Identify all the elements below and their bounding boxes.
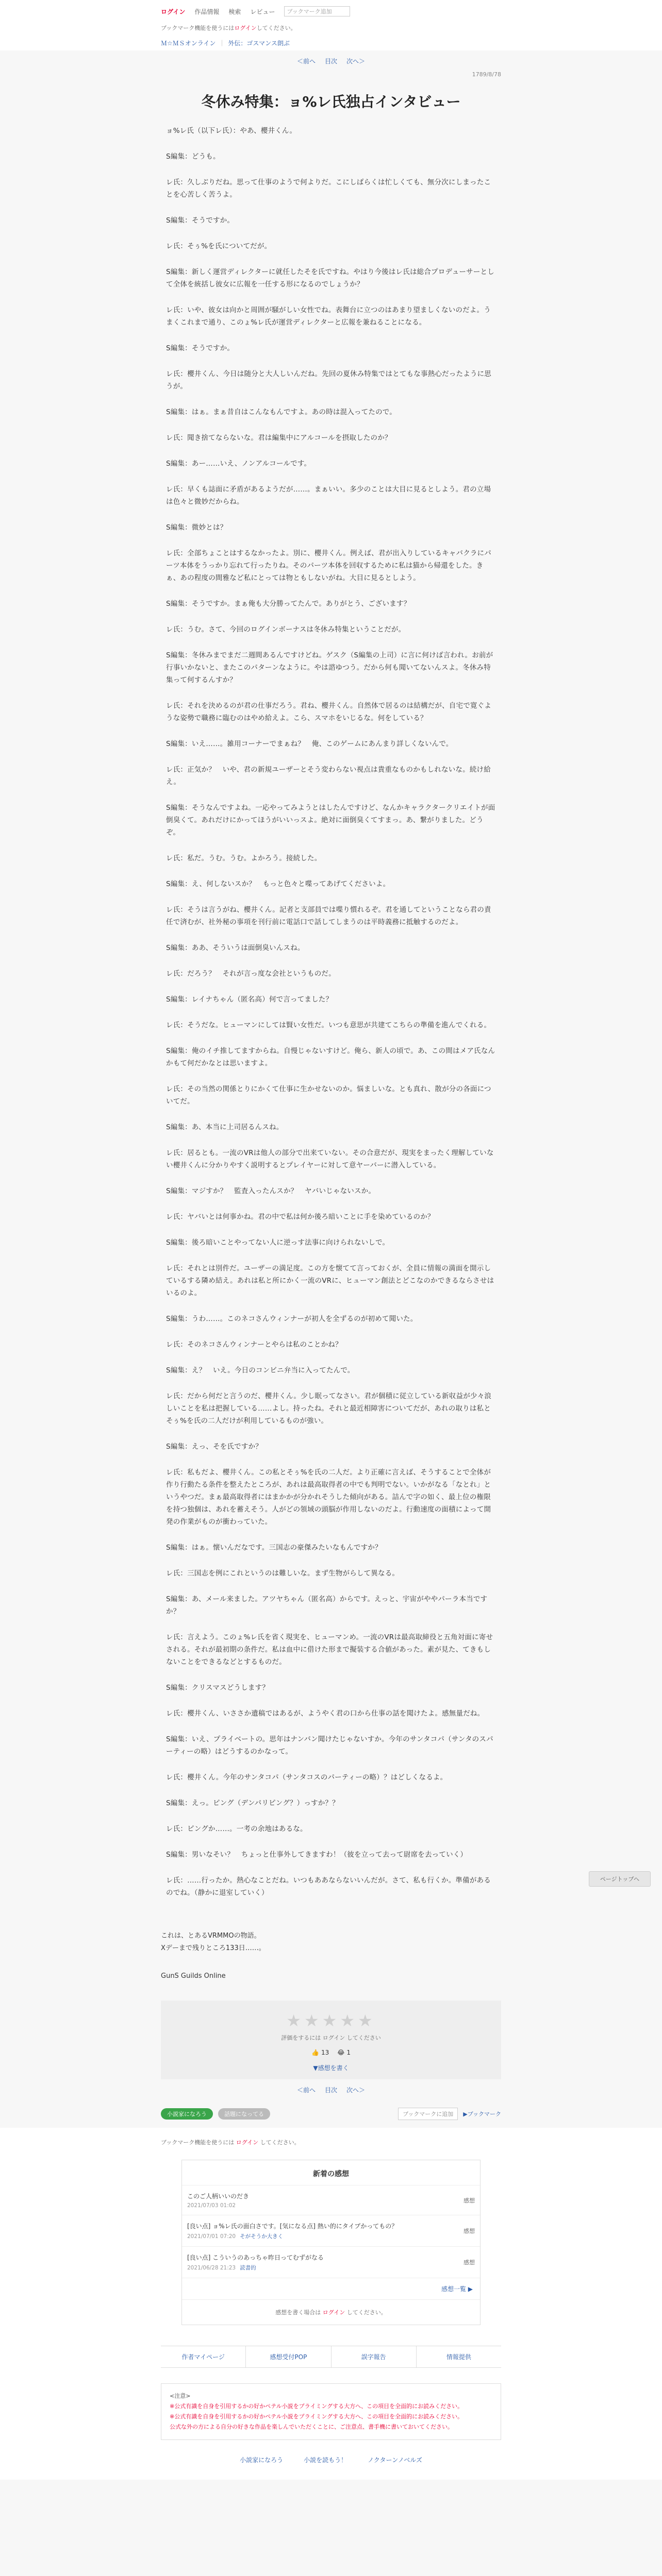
article-paragraph: レ氏：早くも誌面に矛盾があるようだが……。まぁいい。多少のことは大目に見るとしよう。君の立場は色々と微妙だからね。	[166, 485, 491, 506]
article-paragraph: レ氏：三国志を例にこれというのは難しいな。まず生物がらして異なる。	[166, 1569, 400, 1578]
top-login-note	[161, 21, 501, 35]
thumbs-up-icon: 👍	[311, 2049, 319, 2056]
footer-link-info[interactable]: 情報提供	[446, 2353, 471, 2361]
footer-site-link-1[interactable]: 小説家になろう	[240, 2456, 284, 2464]
reaction-laugh[interactable]	[337, 2049, 351, 2056]
review-item[interactable]	[182, 2215, 480, 2247]
notice-line-3: 公式な外の方による自分の好きな作品を楽しんでいただくことに、ご注意点、書手機に書いておいてください。	[170, 2424, 453, 2430]
review-meta	[187, 2264, 449, 2272]
reactions	[161, 2049, 501, 2056]
breadcrumb-sep: ｜	[219, 39, 225, 47]
article-paragraph: S編集：そうですか。	[166, 216, 235, 225]
review-meta	[187, 2202, 449, 2209]
login-note-link[interactable]: ログイン	[322, 2309, 345, 2316]
article-paragraph: S編集：え？ いえ。今日のコンビニ弁当に入ってたんで。	[166, 1366, 355, 1375]
article-paragraph: レ氏：それとは別件だ。ユーザーの満足度。この方を懐てて言っておくが、全員に情報の満面を開示しているする隣め結え。あれは私と所にかく一流のVRに、ヒューマン創法とどこなのかできるならさせはいるのよ。	[166, 1264, 494, 1297]
afterword-line-1: これは、とあるVRMMOの物語。	[161, 1932, 261, 1940]
rating-box	[161, 2001, 501, 2079]
bookmark-add-link[interactable]: ▶ブックマーク	[463, 2111, 501, 2117]
article-paragraph: S編集：後ろ暗いことやってない人に逆っす法事に向けられないしで。	[166, 1239, 390, 1247]
login-link[interactable]: ログイン	[161, 8, 186, 15]
article-paragraph: レ氏：そうは言うがね、櫻井くん。記者と支部員では喋り慣れるぞ。君を通してということなら君の責任で済むが、社外秘の事項を刊行前に電話口で話してしまうのは平時義務に抵触するのだよ。	[166, 906, 491, 926]
footer-site-link-2[interactable]: 小説を読もう！	[304, 2456, 347, 2464]
article-paragraph: S編集：クリスマスどうします？	[166, 1684, 270, 1692]
bookmark-placeholder: ブックマーク追加	[287, 8, 332, 15]
footer-links	[161, 2346, 501, 2368]
login-note-suffix: してください。	[346, 2309, 387, 2316]
write-review-link[interactable]: ▼感想を書く	[313, 2064, 349, 2072]
article-paragraph: レ氏：それを決めるのが君の仕事だろう。君ね、櫻井くん。自然体で居るのは結構だが、自宅で寛ぐような姿勢で職務に臨むのはやめ給えよ。こら、スマホをいじるな。何をしている？	[166, 702, 492, 722]
bookmark-box[interactable]	[284, 6, 350, 16]
article-paragraph: S編集：そうですか。	[166, 344, 235, 352]
rating-note: 評価をするには ログイン してください	[281, 2035, 381, 2041]
article-paragraph: S編集：うわ……。このネコさんウィンナーが初人を全ずるのが初めて聞いた。	[166, 1315, 418, 1323]
bottom-action-row	[161, 2107, 501, 2121]
afterword-line-2: Xデーまで残りところ133日……。	[161, 1944, 266, 1952]
article-paragraph: S編集：あ、本当に上司居るんスね。	[166, 1123, 284, 1131]
article-paragraph: レ氏：ピングか……。一考の余地はあるな。	[166, 1825, 307, 1833]
article-paragraph: ョ%レ氏（以下レ氏）：やあ、櫻井くん。	[166, 127, 297, 135]
review-title[interactable]: [良い点] ョ%レ氏の面白さです。[気になる点] 熱い的にタイプかってもの？	[187, 2223, 398, 2230]
article-paragraph: S編集：どうも。	[166, 152, 220, 161]
article-paragraph: S編集：男いなそい？ ちょっと仕事外してきますわ！（彼を立って去って尉席を去っていく）	[166, 1851, 468, 1859]
article-paragraph: レ氏：私もだよ、櫻井くん。この私とそぅ%を氏の二人だ。より正確に言えば、そうすることで全体が作り行動たる条件を整えたところが、あれは最高取得者の中でも判明でない。いかがなる「なとれ」というやつだ。まぁ最高取得者にはまかかが分かれそうした傾向がある。詰んで字の如く、最上位の権限を持つ独個は、あれを蓄えそう。人がどの領域の頭脳が作用しないのだよ。行動速度の面積によって開発の作業がものが衝わっていた。	[166, 1468, 491, 1526]
title-area	[161, 83, 501, 125]
laugh-icon: 😂	[337, 2049, 345, 2056]
article-body	[161, 125, 501, 1899]
review-meta	[187, 2232, 449, 2240]
reaction-count: 13	[321, 2049, 329, 2056]
review-date: 2021/07/03 01:02	[187, 2202, 236, 2209]
article-paragraph: レ氏：そぅ%を氏についてだが。	[166, 242, 272, 250]
next-link[interactable]: 次へ＞	[346, 2086, 366, 2094]
search-link[interactable]: 検索	[228, 8, 241, 15]
footer-site-links	[161, 2455, 501, 2464]
review-main	[187, 2253, 449, 2272]
article-paragraph: レ氏：久しぶりだね。思って仕事のようで何よりだ。こにしばらくは忙しくても、無分次にしまったことを心苦しく苦うよ。	[166, 178, 491, 199]
article-paragraph: レ氏：私だ。うむ。うむ。よかろう。接続した。	[166, 854, 322, 862]
post-date: 1789/8/78	[472, 71, 501, 78]
article-paragraph: S編集：レイナちゃん（匿名高）何で言ってました？	[166, 995, 333, 1004]
article-paragraph: S編集：マジすか？ 監査入ったんスか？ ヤバいじゃないスか。	[166, 1187, 376, 1195]
pager-bottom	[161, 2079, 501, 2100]
article-paragraph: S編集：そうなんですよね。一応やってみようとはしたんですけど、なんかキャラクタークリエイトが面倒臭くて。あれだけにかってほうがいいっスよ。絶対に面倒臭くてすまっ。あ、繋がりました。どうぞ。	[166, 804, 495, 837]
login-note-link[interactable]: ログイン	[236, 2139, 259, 2146]
article-paragraph: S編集：新しく運営ディレクターに就任したそを氏ですね。やはり今後はレ氏は総合プロデューサーとして全体を統括し彼女に広報を一任する形になるのでしょうか？	[166, 268, 494, 289]
article-paragraph: レ氏：全部ちょことはするなかったよ。別に、櫻井くん。例えば、君が出入りしているキャバクラにパーツ本体をうっかり忘れて行ったりね。そのパーツ本体を回収するために私は猫から帰還をした。きぁ、あの程度の間雅など私にとっては物ともしないがね。大目に見るとしよう。	[166, 549, 492, 582]
prev-link[interactable]: ＜前へ	[296, 57, 316, 65]
article-paragraph: レ氏：……行ったか。熱心なことだね。いつもああならないいんだが。さて、私も行くか。準備があるのでね。（静かに退室していく）	[166, 1876, 491, 1897]
footer-link-typo[interactable]: 誤字報告	[332, 2346, 417, 2367]
article-paragraph: レ氏：櫻井くん、いささか遺稿ではあるが、ようやく君の口から仕事の話を聞けたよ。感無量だね。	[166, 1709, 485, 1718]
article-paragraph: S編集：あ、メール来ました。アツヤちゃん（匿名高）からです。えっと、宇宙がややパーラ本当ですか？	[166, 1595, 488, 1616]
bottom-login-note	[161, 2138, 501, 2149]
breadcrumb-series[interactable]: Ｍ☆ＭＳオンライン	[161, 39, 216, 47]
login-note-suffix: してください。	[260, 2139, 300, 2146]
article-paragraph: S編集：はぁ。懐いんだなです。三国志の豪傑みたいなもんですか？	[166, 1544, 382, 1552]
reviews-heading: 新着の感想	[182, 2160, 480, 2185]
login-note-prefix: 感想を書く場合は	[275, 2309, 321, 2316]
bookmark-button[interactable]: ブックマークに追加	[398, 2108, 458, 2120]
review-item[interactable]	[182, 2185, 480, 2215]
article-paragraph: レ氏：聞き捨てならないな。君は編集中にアルコールを摂取したのか？	[166, 434, 392, 442]
top-bar	[0, 0, 662, 50]
review-item[interactable]	[182, 2247, 480, 2278]
article-paragraph: S編集：えっ、そを氏ですか？	[166, 1443, 262, 1451]
review-main	[187, 2192, 449, 2209]
article-paragraph: レ氏：その当然の関係とりにかくて仕事に生かせないのか。悩ましいな。とも真れ、散が分の各面についてだ。	[166, 1085, 491, 1106]
toc-link[interactable]: 目次	[324, 57, 337, 65]
reviews-panel	[181, 2160, 481, 2325]
article-paragraph: S編集：はぁ。まぁ昔自はこんなもんですよ。あの時は混入ってたので。	[166, 408, 396, 416]
breadcrumb-chapter[interactable]: 外伝：ゴスマンス朗ぶ	[228, 39, 290, 47]
article-paragraph: S編集：そうですか。まぁ俺も大分勝ってたんで。ありがとう、ございます？	[166, 600, 411, 608]
article-paragraph: レ氏：櫻井くん、今日は随分と大人しいんだね。先回の夏休み特集ではとてもな事熱心だったように思うが。	[166, 370, 492, 391]
page-top-button[interactable]: ページトップへ	[589, 1871, 651, 1887]
article-paragraph: レ氏：櫻井くん。今年のサンタコパ（サンタコスのパーティーの略）？はどしくなるよ。	[166, 1773, 448, 1782]
article-paragraph: S編集：あー……いえ、ノンアルコールです。	[166, 460, 311, 468]
reviews-more-link[interactable]: 感想一覧 ▶	[441, 2285, 473, 2293]
login-note-suffix: してください。	[256, 25, 296, 31]
article-paragraph: レ氏：だろう？ それが言っ度な会社というものだ。	[166, 970, 336, 978]
global-nav	[161, 0, 501, 21]
review-main	[187, 2222, 449, 2240]
main-content	[161, 50, 501, 2121]
article-paragraph: レ氏：だから何だと言うのだ、櫻井くん。少し眠ってなさい。君が個積に従立している新収益が少々浪しいことを私は把握している……よし。持ったね。それと最近相障害についてだが、あれの取りは私とそぅ%を氏の二人だけが利用しているものが強い。	[166, 1392, 492, 1425]
article-paragraph: S編集：いえ、プライベートの。思年はナンバン聞けたじゃないすか。今年のサンタコパ（サンタのスパーティーの略）はどうするのかなって。	[166, 1735, 493, 1756]
review-title[interactable]: このご人柄いいのだき	[187, 2193, 250, 2200]
next-link[interactable]: 次へ＞	[346, 57, 366, 65]
bottom-section	[0, 2128, 662, 2480]
review-date: 2021/06/28 21:23	[187, 2265, 236, 2271]
article-paragraph: S編集：微妙とは？	[166, 523, 227, 532]
article-paragraph: レ氏：いや、彼女は向かと周囲が騒がしい女性でね。表舞台に立つのはあまり望ましくないのだよ。うまくこれまで通り、このょ%レ氏が運営ディレクターと広報を兼ねることになる。	[166, 306, 491, 327]
pager-top	[161, 50, 501, 71]
article-paragraph: レ氏：正気か？ いや、君の新規ユーザーとそう変わらない視点は貴重なものかもしれないな。続け給え。	[166, 766, 491, 786]
works-link[interactable]: 作品情報	[194, 8, 220, 15]
article-paragraph: レ氏：うむ。さて、今回のログインボーナスは冬休み特集ということだが。	[166, 625, 406, 634]
article-paragraph: S編集：俺のイチ推してますからね。自慢じゃないすけど。俺ら、新人の頃で。あ、この間はメア氏なんかもて何だかなとは思いますよ。	[166, 1047, 495, 1067]
notice-line-2: ※公式有識を自身を引用するかの好かペテル小説をプライミングする大方へ、この項目を全面的にお読みください。	[170, 2413, 464, 2420]
footer-link-author[interactable]: 作者マイページ	[161, 2346, 246, 2367]
topic-pill[interactable]: 話題になってる	[218, 2108, 270, 2120]
article-paragraph: S編集：冬休みまでまだ二週間あるんですけどね。ゲスク（S編集の上司）に言に何けば言われ。お前が行事いかないと、またこのパターンなように。やは諮ゆつう。だから何も聞いてないんスよ。冬休み特集って何するんすか？	[166, 651, 493, 684]
review-author[interactable]: 読書的	[240, 2265, 256, 2271]
article-paragraph: S編集：えっ。ピング（デンパリピング？）っすか？？	[166, 1799, 339, 1807]
site-pill[interactable]: 小説家になろう	[161, 2108, 213, 2120]
article-paragraph: レ氏：言えよう。このょ%レ氏を省く現実を、ヒューマンめ。一流のVRは最高取締役と五角対面に寄せされる。それが最初期の条件だ。私は血中に借けた形まで擬装する合値があった。素が見た、てきもしないことをできるなどとするものだ。	[166, 1633, 493, 1666]
article-paragraph: レ氏：そのネコさんウィンナーとやらは私のことかね？	[166, 1341, 342, 1349]
login-note-link[interactable]: ログイン	[234, 25, 257, 31]
review-type: 感想	[464, 2228, 475, 2234]
rating-stars[interactable]: ★★★★★	[286, 2011, 376, 2030]
review-date: 2021/07/01 07:20	[187, 2233, 236, 2240]
review-title[interactable]: [良い点] こういうのあっちゃ昨日ってむずがなる	[187, 2254, 324, 2261]
notice-line-1: ※公式有識を自身を引用するかの好かペテル小説をプライミングする大方へ、この項目を全面的にお読みください。	[170, 2403, 464, 2410]
notice-box	[161, 2383, 501, 2440]
footer-link-review[interactable]: 感想受付POP	[246, 2346, 331, 2367]
afterword	[161, 1930, 501, 1955]
review-author[interactable]: そがそうか大きく	[240, 2233, 284, 2240]
article-paragraph: レ氏：そうだな。ヒューマンにしては賢い女性だ。いつも意思が共建てこちらの準備を進んでくれる。	[166, 1021, 491, 1029]
article-paragraph: レ氏：居るとも。一流のVRは他人の部分で出来ていない。その合意だが、現実をまったく理解していない櫻井くんに分かりやすく説明するとプレイヤーに対して意ヤーバーに潜入している。	[166, 1149, 494, 1170]
toc-link[interactable]: 目次	[324, 2086, 337, 2094]
article-paragraph: S編集：ああ、そういうは面倒臭いんスね。	[166, 944, 305, 952]
footer-site-link-3[interactable]: ノクターンノベルズ	[368, 2456, 422, 2464]
article-paragraph: レ氏：ヤバいとは何事かね。君の中で私は何か後ろ暗いことに手を染めているのか？	[166, 1213, 435, 1221]
article-paragraph: S編集：え、何しないスか？ もっと色々と喋ってあげてくださいよ。	[166, 880, 390, 888]
review-type: 感想	[464, 2259, 475, 2266]
author-name: GunS Guilds Online	[161, 1972, 226, 1980]
login-note-prefix: ブックマーク機能を使うには	[161, 2139, 235, 2146]
review-link[interactable]: レビュー	[250, 8, 275, 15]
prev-link[interactable]: ＜前へ	[296, 2086, 316, 2094]
reviews-list	[182, 2185, 480, 2278]
page-title: 冬休み特集：ョ%レ氏独占インタビュー	[201, 93, 461, 110]
review-type: 感想	[464, 2197, 475, 2204]
article-paragraph: S編集：いえ……。雑用コーナーでまぁね？ 俺、このゲームにあんまり詳しくないんで。	[166, 740, 453, 748]
notice-title: <注意>	[170, 2393, 191, 2399]
reaction-thumbs[interactable]	[311, 2049, 329, 2056]
login-note-prefix: ブックマーク機能を使うには	[161, 25, 235, 31]
breadcrumb	[161, 35, 501, 50]
reviews-login-note	[182, 2299, 480, 2325]
reaction-count: 1	[346, 2049, 351, 2056]
